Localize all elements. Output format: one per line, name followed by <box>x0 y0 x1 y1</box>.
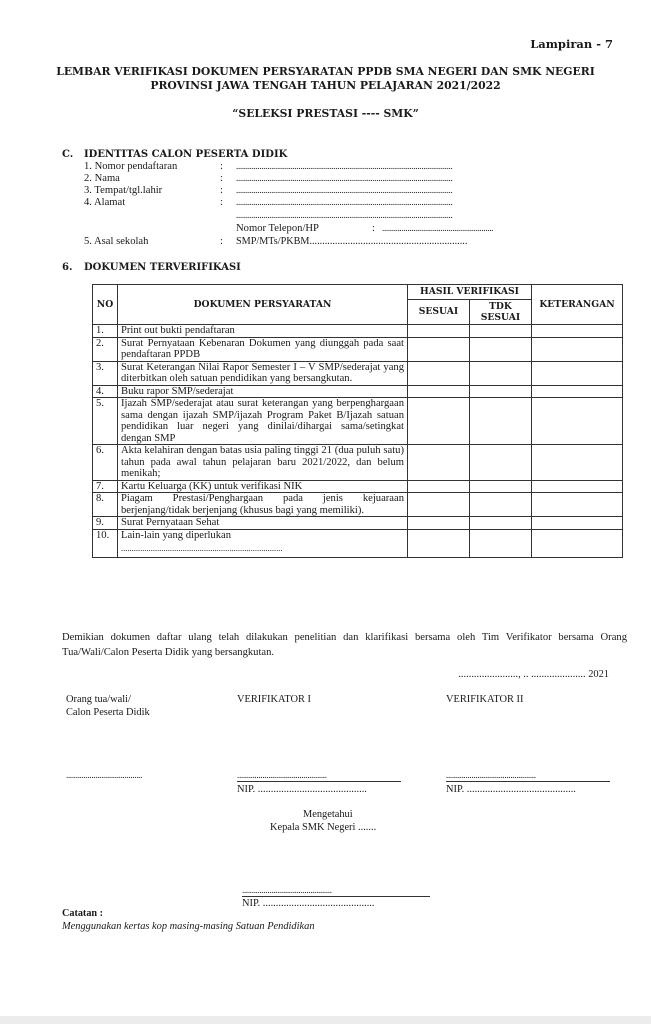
field-colon: : <box>220 185 223 196</box>
page-bottom-edge <box>0 1016 651 1024</box>
row-number: 4. <box>93 385 118 398</box>
cell-keterangan[interactable] <box>532 325 623 338</box>
cell-keterangan[interactable] <box>532 385 623 398</box>
table-row <box>93 529 623 557</box>
field-nama-value[interactable]: ............................................................................................................... <box>236 173 453 183</box>
table-row <box>93 325 623 338</box>
cell-keterangan[interactable] <box>532 445 623 481</box>
cell-tdk-sesuai[interactable] <box>470 517 532 530</box>
verifikator-2-signature-line[interactable]: .............................................. <box>446 769 610 782</box>
row-document: Akta kelahiran dengan batas usia paling tinggi 21 (dua puluh satu) tahun pada awal tahun pelajaran baru 2021/2022, dan belum menikah; <box>118 445 408 481</box>
row-document <box>118 529 408 557</box>
cell-sesuai[interactable] <box>408 398 470 445</box>
parent-label-line2: Calon Peserta Didik <box>66 707 150 718</box>
table-row <box>93 480 623 493</box>
cell-sesuai[interactable] <box>408 337 470 361</box>
verifikator-2-label: VERIFIKATOR II <box>446 694 524 705</box>
table-row <box>93 493 623 517</box>
cell-keterangan[interactable] <box>532 361 623 385</box>
cell-tdk-sesuai[interactable] <box>470 480 532 493</box>
document-title-line1: LEMBAR VERIFIKASI DOKUMEN PERSYARATAN PPDB SMA NEGERI DAN SMK NEGERI <box>56 65 595 78</box>
document-title-line2: PROVINSI JAWA TENGAH TAHUN PELAJARAN 2021/2022 <box>150 79 501 92</box>
cell-sesuai[interactable] <box>408 493 470 517</box>
field-colon: : <box>220 197 223 208</box>
row-document: Ijazah SMP/sederajat atau surat keterangan yang berpenghargaan sama dengan ijazah SMP/ijazah Program Paket B/Ijazah satuan pendidikan luar negeri yang dinilai/dihargai sama/setingkat dengan SMP <box>118 398 408 445</box>
kepala-nip[interactable]: NIP. ........................................... <box>242 898 375 909</box>
header-dokumen: DOKUMEN PERSYARATAN <box>118 285 408 325</box>
header-hasil-verifikasi: HASIL VERIFIKASI <box>408 285 532 300</box>
cell-keterangan[interactable] <box>532 337 623 361</box>
cell-tdk-sesuai[interactable] <box>470 385 532 398</box>
field-tempat-tgl-lahir-label: 3. Tempat/tgl.lahir <box>84 185 163 196</box>
cell-keterangan[interactable] <box>532 480 623 493</box>
cell-keterangan[interactable] <box>532 493 623 517</box>
catatan-label: Catatan : <box>62 908 104 919</box>
verifikator-2-nip[interactable]: NIP. .......................................... <box>446 784 576 795</box>
row-number: 5. <box>93 398 118 445</box>
closing-statement: Demikian dokumen daftar ulang telah dilakukan penelitian dan klarifikasi bersama oleh Tim Verifikator bersama Orang Tua/Wali/Calon Peserta Didik yang bersangkutan. <box>62 632 627 658</box>
row-document: Surat Pernyataan Kebenaran Dokumen yang diunggah pada saat pendaftaran PPDB <box>118 337 408 361</box>
table-row <box>93 398 623 445</box>
kepala-signature-line[interactable]: .............................................. <box>242 884 430 897</box>
table-row <box>93 385 623 398</box>
row-document-text: Lain-lain yang diperlukan <box>121 529 232 541</box>
field-colon: : <box>220 161 223 172</box>
table-row <box>93 517 623 530</box>
table-row <box>93 337 623 361</box>
cell-sesuai[interactable] <box>408 325 470 338</box>
header-no: NO <box>93 285 118 325</box>
table-row <box>93 445 623 481</box>
row-number: 1. <box>93 325 118 338</box>
row-document-dots[interactable]: ............................................................................ <box>121 543 283 553</box>
cell-tdk-sesuai[interactable] <box>470 529 532 557</box>
field-asal-sekolah-label: 5. Asal sekolah <box>84 236 149 247</box>
row-document: Print out bukti pendaftaran <box>118 325 408 338</box>
row-document: Piagam Prestasi/Penghargaan pada jenis kejuaraan berjenjang/tidak berjenjang (khusus bagi yang memiliki). <box>118 493 408 517</box>
parent-label-line1: Orang tua/wali/ <box>66 694 131 705</box>
header-tdk-sesuai: TDK SESUAI <box>470 300 532 325</box>
verifikator-1-signature-line[interactable]: .............................................. <box>237 769 401 782</box>
row-document: Buku rapor SMP/sederajat <box>118 385 408 398</box>
parent-signature-line[interactable]: ....................................... <box>66 770 143 780</box>
cell-tdk-sesuai[interactable] <box>470 398 532 445</box>
cell-tdk-sesuai[interactable] <box>470 337 532 361</box>
cell-sesuai[interactable] <box>408 385 470 398</box>
cell-keterangan[interactable] <box>532 529 623 557</box>
field-nomor-pendaftaran-value[interactable]: ............................................................................................................... <box>236 161 453 171</box>
field-tempat-tgl-lahir-value[interactable]: ............................................................................................................... <box>236 185 453 195</box>
row-number: 3. <box>93 361 118 385</box>
row-document: Surat Pernyataan Sehat <box>118 517 408 530</box>
row-number: 2. <box>93 337 118 361</box>
cell-sesuai[interactable] <box>408 445 470 481</box>
field-alamat-value[interactable]: ............................................................................................................... <box>236 197 453 207</box>
field-nama-label: 2. Nama <box>84 173 120 184</box>
lampiran-label: Lampiran - 7 <box>530 37 613 51</box>
kepala-sekolah-label: Kepala SMK Negeri ....... <box>270 822 377 833</box>
cell-sesuai[interactable] <box>408 480 470 493</box>
field-colon: : <box>220 173 223 184</box>
field-colon: : <box>372 223 375 234</box>
cell-tdk-sesuai[interactable] <box>470 493 532 517</box>
cell-keterangan[interactable] <box>532 517 623 530</box>
document-table <box>92 284 623 558</box>
row-number: 8. <box>93 493 118 517</box>
field-alamat-value-line2[interactable]: ............................................................................................................... <box>236 210 453 220</box>
section-6-title: DOKUMEN TERVERIFIKASI <box>84 262 241 273</box>
cell-keterangan[interactable] <box>532 398 623 445</box>
field-alamat-label: 4. Alamat <box>84 197 126 208</box>
verifikator-1-label: VERIFIKATOR I <box>237 694 311 705</box>
field-nomor-pendaftaran-label: 1. Nomor pendaftaran <box>84 161 178 172</box>
row-number: 10. <box>93 529 118 557</box>
header-keterangan: KETERANGAN <box>532 285 623 325</box>
cell-tdk-sesuai[interactable] <box>470 325 532 338</box>
table-row <box>93 361 623 385</box>
row-document: Surat Keterangan Nilai Rapor Semester I – V SMP/sederajat yang diterbitkan oleh satuan pendidikan yang bersangkutan. <box>118 361 408 385</box>
cell-sesuai[interactable] <box>408 361 470 385</box>
header-sesuai: SESUAI <box>408 300 470 325</box>
row-number: 7. <box>93 480 118 493</box>
verifikator-1-nip[interactable]: NIP. .......................................... <box>237 784 367 795</box>
catatan-text: Menggunakan kertas kop masing-masing Satuan Pendidikan <box>62 921 315 932</box>
section-c-title: IDENTITAS CALON PESERTA DIDIK <box>84 149 288 160</box>
cell-sesuai[interactable] <box>408 517 470 530</box>
date-place[interactable]: ......................., .. ..................... 2021 <box>458 669 609 680</box>
row-document: Kartu Keluarga (KK) untuk verifikasi NIK <box>118 480 408 493</box>
cell-tdk-sesuai[interactable] <box>470 361 532 385</box>
field-phone-value[interactable]: ......................................................... <box>382 223 494 233</box>
field-colon: : <box>220 236 223 247</box>
field-phone-label: Nomor Telepon/HP <box>236 223 319 234</box>
cell-tdk-sesuai[interactable] <box>470 445 532 481</box>
row-number: 9. <box>93 517 118 530</box>
field-asal-sekolah-value[interactable]: SMP/MTs/PKBM.............................................................. <box>236 236 468 247</box>
document-subtitle: “SELEKSI PRESTASI ---- SMK” <box>232 107 419 120</box>
section-c-number: C. <box>62 149 74 160</box>
cell-sesuai[interactable] <box>408 529 470 557</box>
row-number: 6. <box>93 445 118 481</box>
section-6-number: 6. <box>62 262 73 273</box>
mengetahui-label: Mengetahui <box>303 809 353 820</box>
